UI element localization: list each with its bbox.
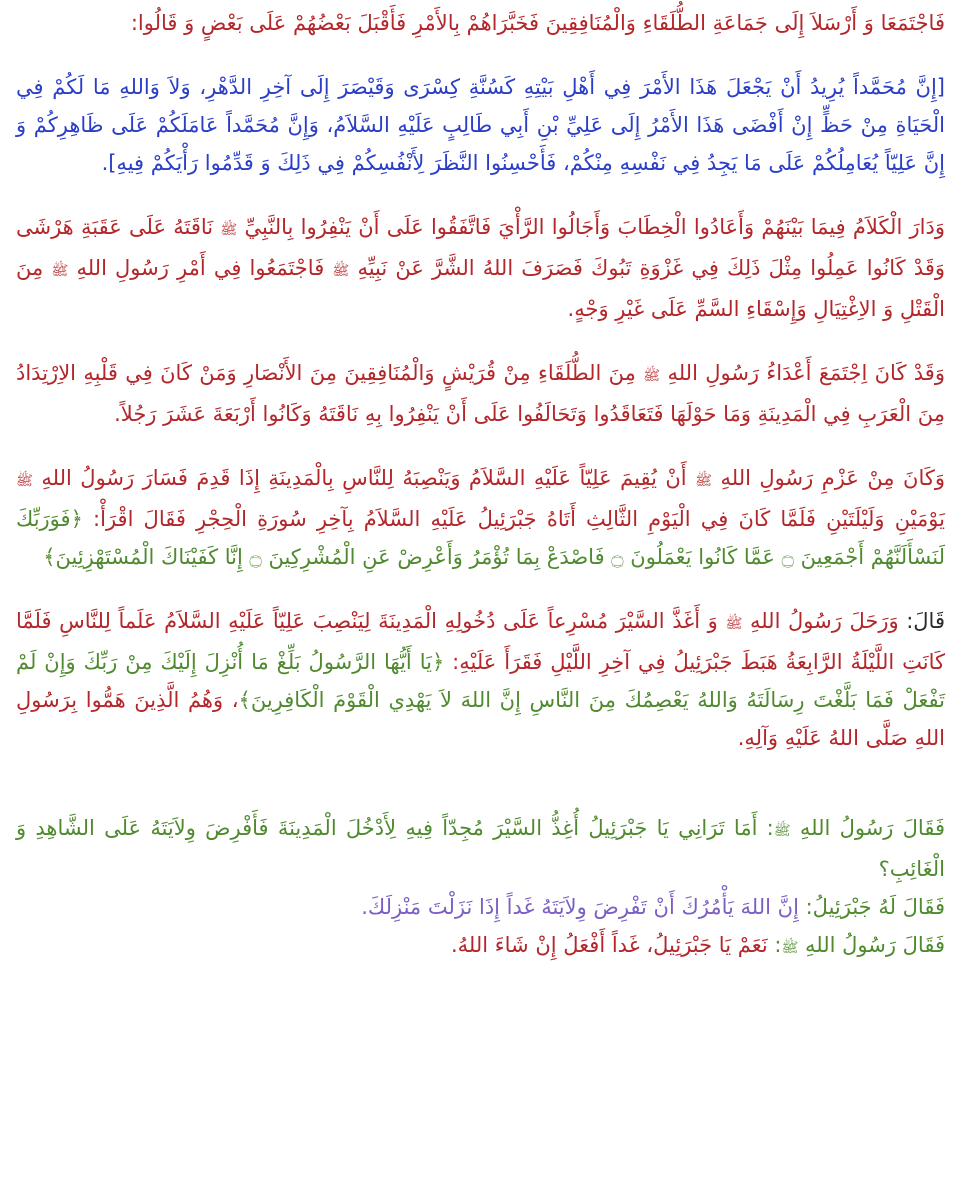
text-segment: وَكَانَ مِنْ عَزْمِ رَسُولِ اللهِ	[712, 466, 945, 490]
salawat-glyph: ﷺ	[220, 222, 238, 238]
salawat-glyph: ﷺ	[725, 616, 743, 632]
text-segment: فَقَالَ رَسُولُ اللهِ	[798, 933, 945, 957]
text-segment: مِنَ الْقَتْلِ وَ الاِغْتِيَالِ وَإِسْقَاءِ السَّمِّ عَلَى غَيْرِ وَجْهٍ.	[16, 256, 945, 321]
text-segment: نَاقَتَهُ عَلَى عَقَبَةِ هَرْشَى وَقَدْ كَانُوا عَمِلُوا مِثْلَ ذَلِكَ فِي غَزْوَةِ تَبُوكَ فَصَرَفَ اللهُ الشَّرَّ عَنْ نَبِيِّهِ	[16, 215, 945, 280]
salawat-glyph: ﷺ	[643, 368, 661, 384]
text-segment: فَقَالَ لَهُ جَبْرَئِيلُ:	[798, 895, 945, 919]
salawat-glyph: ﷺ	[773, 823, 791, 839]
text-segment: :	[767, 933, 782, 957]
text-segment: وَ أَغَذَّ السَّيْرَ مُسْرِعاً عَلَى دُخُولِهِ الْمَدِينَةَ لِيَنْصِبَ عَلِيّاً عَلَيْهِ السَّلاَمُ عَلَماً لِلنَّاسِ فَلَمَّا كَانَتِ اللَّيْلَةُ الرَّابِعَةُ هَبَطَ جَبْرَئِيلُ فِي آخِرِ اللَّيْلِ فَقَرَأَ عَلَيْهِ:	[16, 609, 945, 674]
text-segment: وَقَدْ كَانَ اِجْتَمَعَ أَعْدَاءُ رَسُولِ اللهِ	[660, 361, 945, 385]
text-segment: وَرَحَلَ رَسُولُ اللهِ	[742, 609, 899, 633]
paragraph-9	[16, 926, 945, 967]
text-segment: يَوْمَيْنِ وَلَيْلَتَيْنِ فَلَمَّا كَانَ فِي الْيَوْمِ الثَّالِثِ أَتَاهُ جَبْرَئِيلُ عَلَيْهِ السَّلاَمُ بِآخِرِ سُورَةِ الْحِجْرِ فَقَالَ اقْرَأْ:	[82, 507, 945, 531]
spacer	[16, 328, 945, 354]
paragraph-2	[16, 68, 945, 182]
salawat-glyph: ﷺ	[781, 940, 799, 956]
text-segment: إِنَّ اللهَ يَأْمُرُكَ أَنْ تَفْرِضَ وِلاَيَتَهُ غَداً إِذَا نَزَلْتَ مَنْزِلَكَ.	[361, 895, 799, 919]
text-segment: مِنَ الطُّلَقَاءِ مِنْ قُرَيْشٍ وَالْمُنَافِقِينَ مِنَ الأَنْصَارِ وَمَنْ كَانَ فِي قَلْبِهِ الاِرْتِدَادُ مِنَ الْعَرَبِ فِي الْمَدِينَةِ وَمَا حَوْلَهَا فَتَعَاقَدُوا وَتَحَالَفُوا عَلَى أَنْ يَنْفِرُوا بِهِ نَاقَتَهُ وَكَانُوا أَرْبَعَةَ عَشَرَ رَجُلاً.	[16, 361, 945, 426]
spacer	[16, 576, 945, 602]
text-segment: فَاجْتَمَعُوا فِي أَمْرِ رَسُولِ اللهِ	[68, 256, 333, 280]
paragraph-5	[16, 459, 945, 576]
spacer	[16, 42, 945, 68]
text-segment: وَدَارَ الْكَلاَمُ فِيمَا بَيْنَهُمْ وَأَعَادُوا الْخِطَابَ وَأَجَالُوا الرَّأْيَ فَاتَّفَقُوا عَلَى أَنْ يَنْفِرُوا بِالنَّبِيِّ	[237, 215, 946, 239]
paragraph-6	[16, 602, 945, 757]
paragraph-1	[16, 4, 945, 42]
text-segment: ﴿فَوَرَبِّكَ لَنَسْأَلَنَّهُمْ أَجْمَعِينَ ۝ عَمَّا كَانُوا يَعْمَلُونَ ۝ فَاصْدَعْ بِمَا تُؤْمَرُ وَأَعْرِضْ عَنِ الْمُشْرِكِينَ ۝ إِنَّا كَفَيْنَاكَ الْمُسْتَهْزِئِينَ﴾	[16, 507, 945, 569]
paragraph-4	[16, 354, 945, 433]
salawat-glyph: ﷺ	[51, 263, 69, 279]
spacer	[16, 433, 945, 459]
paragraph-7	[16, 809, 945, 888]
paragraph-8	[16, 888, 945, 926]
spacer	[16, 757, 945, 809]
text-segment: ﴿يَا أَيُّهَا الرَّسُولُ بَلِّغْ مَا أُنْزِلَ إِلَيْكَ مِنْ رَبِّكَ وَإِنْ لَمْ تَفْعَلْ فَمَا بَلَّغْتَ رِسَالَتَهُ وَاللهُ يَعْصِمُكَ مِنَ النَّاسِ إِنَّ اللهَ لاَ يَهْدِي الْقَوْمَ الْكَافِرِينَ﴾	[16, 650, 946, 712]
spacer	[16, 182, 945, 208]
text-segment: فَقَالَ رَسُولُ اللهِ	[790, 816, 945, 840]
text-segment: نَعَمْ يَا جَبْرَئِيلُ، غَداً أَفْعَلُ إِنْ شَاءَ اللهُ.	[450, 933, 768, 957]
salawat-glyph: ﷺ	[16, 473, 33, 489]
text-segment: فَاجْتَمَعَا وَ أَرْسَلاَ إِلَى جَمَاعَةِ الطُّلَقَاءِ وَالْمُنَافِقِينَ فَخَبَّرَاهُمْ بِالأَمْرِ فَأَقْبَلَ بَعْضُهُمْ عَلَى بَعْضٍ وَ قَالُوا:	[130, 11, 945, 35]
salawat-glyph: ﷺ	[695, 473, 713, 489]
text-segment: ، وَهُمُ الَّذِينَ هَمُّوا بِرَسُولِ اللهِ صَلَّى اللهُ عَلَيْهِ وَآلِهِ.	[16, 688, 945, 750]
text-segment: قَالَ:	[898, 609, 945, 633]
salawat-glyph: ﷺ	[332, 263, 350, 279]
text-segment: : أَمَا تَرَانِي يَا جَبْرَئِيلُ أُغِذُّ السَّيْرَ مُجِدّاً فِيهِ لِأَدْخُلَ الْمَدِينَةَ فَأَفْرِضَ وِلاَيَتَهُ عَلَى الشَّاهِدِ وَ الْغَائِبِ؟	[16, 816, 945, 881]
paragraph-3	[16, 208, 945, 328]
text-segment: [إِنَّ مُحَمَّداً يُرِيدُ أَنْ يَجْعَلَ هَذَا الأَمْرَ فِي أَهْلِ بَيْتِهِ كَسُنَّةِ كِسْرَى وَقَيْصَرَ إِلَى آخِرِ الدَّهْرِ، وَلاَ وَاللهِ مَا لَكُمْ فِي الْحَيَاةِ مِنْ حَظٍّ إِنْ أَفْضَى هَذَا الأَمْرُ إِلَى عَلِيِّ بْنِ أَبِي طَالِبٍ عَلَيْهِ السَّلاَمُ، وَإِنَّ مُحَمَّداً عَامَلَكُمْ عَلَى ظَاهِرِكُمْ وَ إِنَّ عَلِيّاً يُعَامِلُكُمْ عَلَى مَا يَجِدُ فِي نَفْسِهِ مِنْكُمْ، فَأَحْسِنُوا النَّظَرَ لِأَنْفُسِكُمْ فِي ذَلِكَ وَ قَدِّمُوا رَأْيَكُمْ فِيهِ].	[16, 75, 945, 175]
text-segment: أَنْ يُقِيمَ عَلِيّاً عَلَيْهِ السَّلاَمُ وَيَنْصِبَهُ لِلنَّاسِ بِالْمَدِينَةِ إِذَا قَدِمَ فَسَارَ رَسُولُ اللهِ	[32, 466, 696, 490]
